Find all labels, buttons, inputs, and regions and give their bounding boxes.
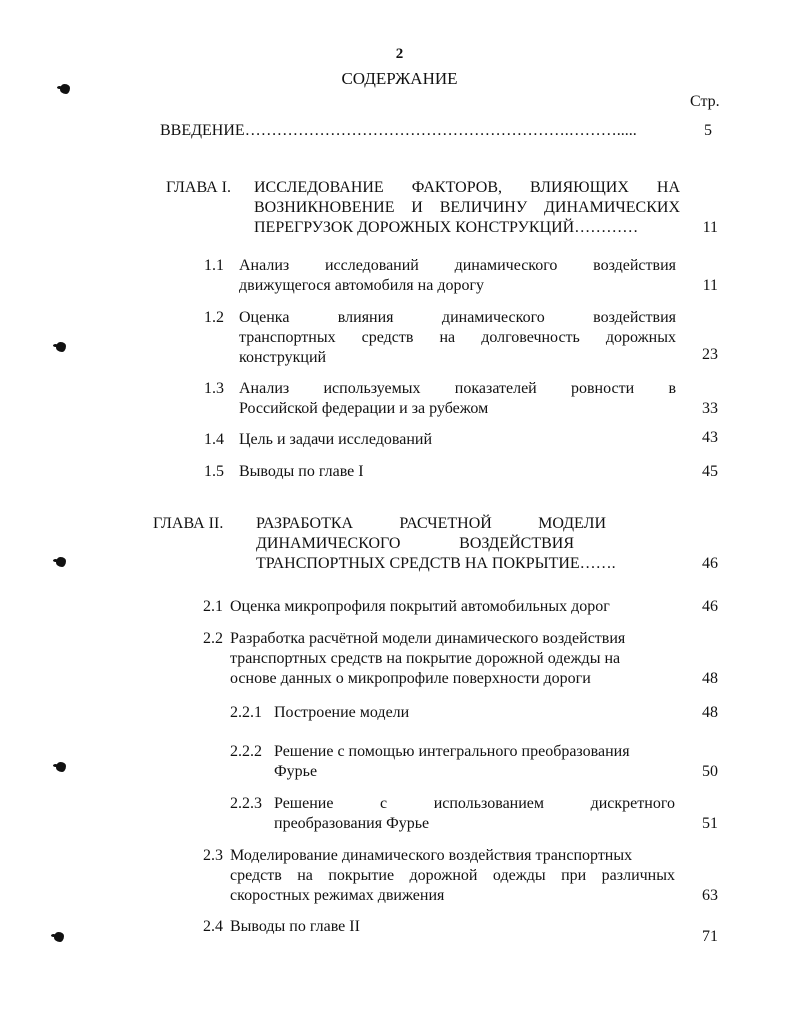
toc-entry-page: 11 [702,219,718,236]
toc-entry-number: 2.2.3 [230,795,262,812]
toc-entry-number: 1.2 [204,309,224,326]
toc-entry-page: 71 [702,928,718,945]
toc-entry-label: ВВЕДЕНИЕ…………………………………………………….………..... [160,122,637,139]
toc-entry-line: Оценка влияния динамического воздействия [239,309,676,326]
toc-entry-number: 2.2.2 [230,743,262,760]
page-column-header: Стр. [690,93,720,110]
scan-mark [56,557,66,567]
toc-entry-line: Построение модели [274,704,410,721]
toc-entry-page: 48 [702,704,718,721]
toc-entry-line: Оценка микропрофиля покрытий автомобильных дорог [230,598,610,615]
chapter-label: ГЛАВА I. [166,179,231,196]
toc-entry-line: Анализ исследований динамического воздействия [239,257,676,274]
toc-entry-number: 2.4 [203,918,223,935]
toc-entry-number: 1.4 [204,431,224,448]
toc-entry-line: Цель и задачи исследований [239,431,433,448]
toc-entry-page: 23 [702,346,718,363]
toc-entry-line: основе данных о микропрофиле поверхности дороги [230,670,591,687]
toc-entry-page: 11 [702,277,718,294]
toc-entry[interactable] [200,629,720,689]
toc-entry-line: Российской федерации и за рубежом [239,400,489,417]
toc-entry-page: 46 [702,598,718,615]
toc-entry[interactable] [230,703,720,723]
chapter-title-line: ИССЛЕДОВАНИЕ ФАКТОРОВ, ВЛИЯЮЩИХ НА [254,179,680,196]
scan-mark [56,762,66,772]
toc-entry-line: Выводы по главе I [239,463,364,480]
toc-entry[interactable] [200,846,720,906]
toc-entry-line: Выводы по главе II [230,918,360,935]
chapter-title-line: ПЕРЕГРУЗОК ДОРОЖНЫХ КОНСТРУКЦИЙ………… [254,219,639,236]
toc-entry-page: 45 [702,463,718,480]
toc-entry-page: 48 [702,670,718,687]
toc-chapter-1[interactable] [160,178,720,240]
toc-entry-intro[interactable] [160,121,720,141]
toc-entry-number: 2.2.1 [230,704,262,721]
page-number: 2 [395,46,404,62]
toc-entry[interactable] [230,742,720,782]
toc-entry-number: 1.3 [204,380,224,397]
page-title: СОДЕРЖАНИЕ [341,69,458,88]
toc-entry-line: Решение с использованием дискретного [274,795,675,812]
toc-entry[interactable] [200,430,720,450]
toc-entry[interactable] [200,256,720,296]
toc-entry-line: транспортных средств на покрытие дорожной одежды на [230,650,621,667]
scan-mark [54,932,64,942]
toc-entry-line: Анализ используемых показателей ровности в [239,380,676,397]
toc-entry-line: Решение с помощью интегрального преобразования [274,743,630,760]
toc-entry-page: 63 [702,887,718,904]
toc-entry-page: 5 [704,122,712,139]
toc-entry[interactable] [200,462,720,482]
toc-entry-page: 46 [702,555,718,572]
toc-entry-number: 2.3 [203,847,223,864]
toc-entry-page: 51 [702,815,718,832]
toc-entry[interactable] [200,597,720,617]
toc-entry[interactable] [200,917,720,947]
toc-entry-line: Моделирование динамического воздействия транспортных [230,847,633,864]
toc-entry[interactable] [200,308,720,368]
toc-entry-number: 1.1 [204,257,224,274]
toc-entry-line: скоростных режимах движения [230,887,445,904]
toc-entry-number: 2.1 [203,598,223,615]
chapter-title-line: ВОЗНИКНОВЕНИЕ И ВЕЛИЧИНУ ДИНАМИЧЕСКИХ [254,199,680,216]
toc-entry[interactable] [200,379,720,419]
toc-entry[interactable] [230,794,720,834]
chapter-title-line: ТРАНСПОРТНЫХ СРЕДСТВ НА ПОКРЫТИЕ……. [256,555,616,572]
toc-entry-page: 43 [702,429,718,446]
toc-entry-page: 50 [702,763,718,780]
toc-entry-number: 1.5 [204,463,224,480]
scan-mark [56,342,66,352]
toc-entry-line: средств на покрытие дорожной одежды при различных [230,867,675,884]
toc-entry-line: движущегося автомобиля на дорогу [239,277,485,294]
toc-entry-line: Фурье [274,763,318,780]
toc-chapter-2[interactable] [150,514,720,576]
toc-entry-line: транспортных средств на долговечность дорожных [239,329,676,346]
toc-entry-line: преобразования Фурье [274,815,430,832]
toc-entry-line: конструкций [239,349,327,366]
chapter-title-line: РАЗРАБОТКА РАСЧЕТНОЙ МОДЕЛИ [256,515,606,532]
toc-entry-line: Разработка расчётной модели динамического воздействия [230,630,626,647]
toc-entry-number: 2.2 [203,630,223,647]
chapter-title-line: ДИНАМИЧЕСКОГО ВОЗДЕЙСТВИЯ [256,535,574,552]
toc-entry-page: 33 [702,400,718,417]
chapter-label: ГЛАВА II. [153,515,224,532]
